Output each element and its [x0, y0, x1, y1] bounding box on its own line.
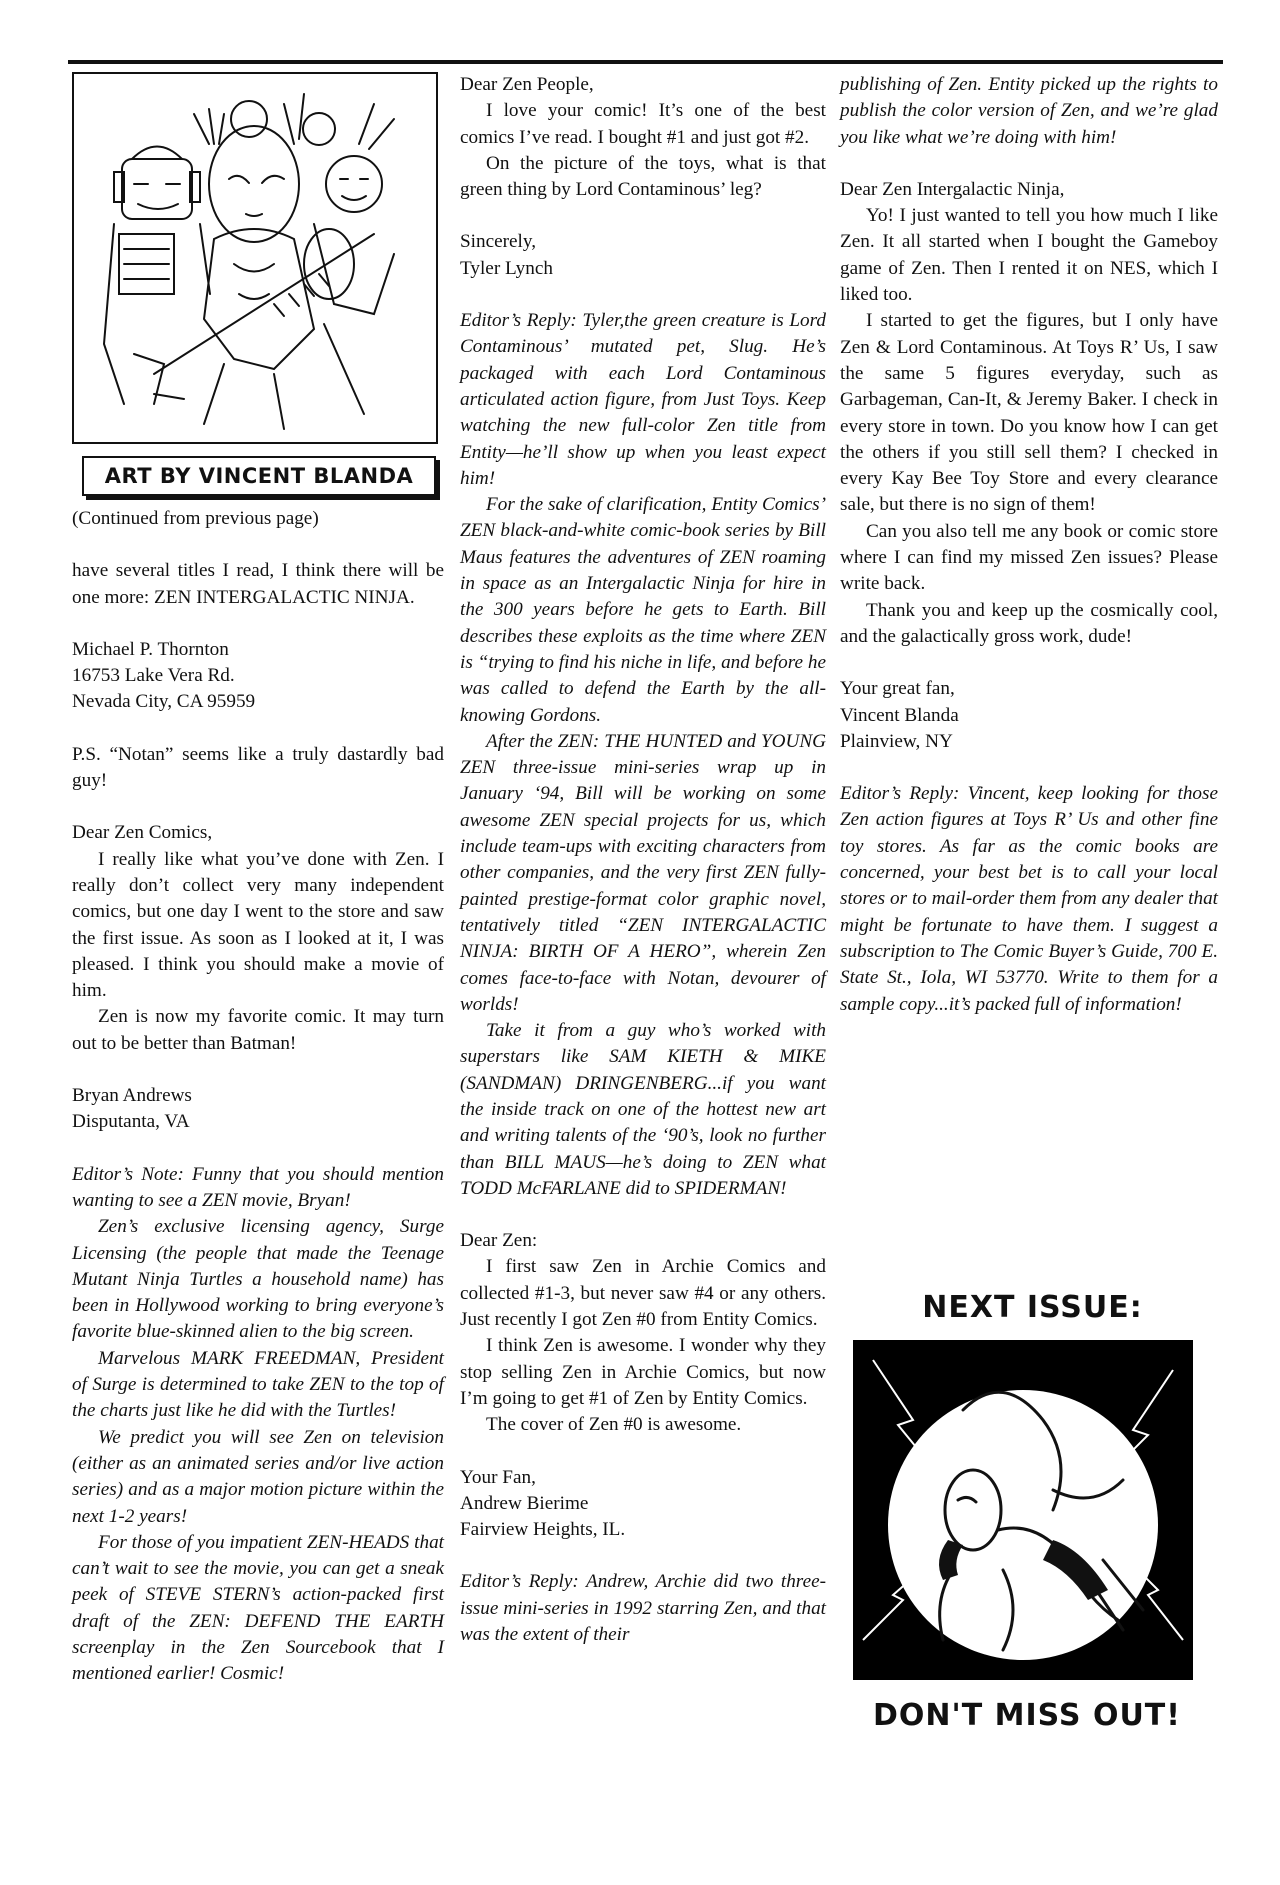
- letter1-body: have several titles I read, I think there will be one more: ZEN INTERGALACTIC NINJA.: [72, 560, 444, 608]
- letter1-city: Nevada City, CA 95959: [72, 691, 256, 713]
- letter2-paragraph: Zen is now my favorite comic. It may turn out to be better than Batman!: [72, 1006, 444, 1054]
- letter4-paragraph: I think Zen is awesome. I wonder why they stop selling Zen in Archie Comics, but now I’m going to get #1 of Zen by Entity Comics.: [460, 1335, 826, 1409]
- column-1: [72, 506, 444, 1688]
- editor-reply-paragraph: Editor’s Reply: Vincent, keep looking for those Zen action figures at Toys R’ Us and other fine toy stores. As far as the comic books are concerned, your best bet is to call your local stores or to mail-order them from any dealer that might be fortunate to have them. I suggest a subscription to The Comic Buyer’s Guide, 700 E. State St., Iola, WI 53770. Write to them for a sample copy...it’s packed full of information!: [840, 783, 1218, 1015]
- letter4-name: Andrew Bierime: [460, 1492, 589, 1514]
- letter5-city: Plainview, NY: [840, 730, 953, 752]
- top-rule: [68, 60, 1223, 64]
- editor-reply-paragraph: After the ZEN: THE HUNTED and YOUNG ZEN three-issue mini-series wrap up in January ‘94, Bill will be working on some awesome ZEN special projects for us, which include team-ups with exciting characters from other companies, and the very first ZEN fully-painted prestige-format color graphic novel, tentatively titled “ZEN INTERGALACTIC NINJA: BIRTH OF A HERO”, wherein Zen comes face-to-face with Notan, devourer of worlds!: [460, 730, 826, 1015]
- next-issue-title: NEXT ISSUE:: [922, 1290, 1143, 1325]
- editor-reply-paragraph: For the sake of clarification, Entity Comics’ ZEN black-and-white comic-book series by Bill Maus features the adventures of ZEN roaming in space as an Intergalactic Ninja for hire in the 300 years before he gets to Earth. Bill describes these exploits as the time where ZEN is “trying to find his niche in life, and before he was called to defend the Earth by the all-knowing Gordons.: [460, 494, 826, 726]
- fan-art-drawing: [74, 74, 436, 442]
- letter3-name: Tyler Lynch: [460, 257, 553, 279]
- letter5-paragraph: Can you also tell me any book or comic store where I can find my missed Zen issues? Please write back.: [840, 520, 1218, 595]
- letter5-paragraph: Yo! I just wanted to tell you how much I like Zen. It all started when I bought the Gameboy game of Zen. Then I rented it on NES, which I liked too.: [840, 205, 1218, 306]
- letter3-paragraph: I love your comic! It’s one of the best comics I’ve read. I bought #1 and just got #2.: [460, 100, 826, 148]
- editor-reply-paragraph: Editor’s Reply: Andrew, Archie did two three-issue mini-series in 1992 starring Zen, and that was the extent of their: [460, 1571, 826, 1646]
- letter4-closing: Your Fan,: [460, 1466, 536, 1488]
- editor-reply-paragraph: Editor’s Reply: Tyler,the green creature is Lord Contaminous’ mutated pet, Slug. He’s packaged with each Lord Contaminous articulated action figure, from Just Toys. Keep watching the new full-color Zen title from Entity—he’ll show up when you least expect him!: [460, 310, 826, 489]
- letter4-paragraph: The cover of Zen #0 is awesome.: [486, 1414, 742, 1436]
- next-issue-drawing: [853, 1340, 1193, 1680]
- editor-note-paragraph: Marvelous MARK FREEDMAN, President of Surge is determined to take ZEN to the top of the charts just like he did with the Turtles!: [72, 1347, 444, 1422]
- column-3: [840, 72, 1218, 1018]
- letter4-city: Fairview Heights, IL.: [460, 1519, 626, 1541]
- editor-note-paragraph: For those of you impatient ZEN-HEADS that can’t wait to see the movie, you can get a sneak peek of STEVE STERN’s action-packed first draft of the ZEN: DEFEND THE EARTH screenplay in the Zen Sourcebook that I mentioned earlier! Cosmic!: [72, 1531, 444, 1685]
- editor-reply-continued: publishing of Zen. Entity picked up the rights to publish the color version of Zen, and we’re glad you like what we’re doing with him!: [840, 74, 1218, 148]
- letter5-paragraph: Thank you and keep up the cosmically cool, and the galactically gross work, dude!: [840, 599, 1218, 647]
- letter2-paragraph: I really like what you’ve done with Zen. I really don’t collect very many independent comics, but one day I went to the store and saw the first issue. As soon as I looked at it, I was pleased. I think you should make a movie of him.: [72, 848, 444, 1002]
- art-credit-label: ART BY VINCENT BLANDA: [82, 456, 436, 496]
- editor-note-paragraph: Editor’s Note: Funny that you should mention wanting to see a ZEN movie, Bryan!: [72, 1163, 444, 1211]
- letter3-paragraph: On the picture of the toys, what is that green thing by Lord Contaminous’ leg?: [460, 152, 826, 201]
- dont-miss-out-banner: DON'T MISS OUT!: [873, 1698, 1181, 1733]
- letter3-salutation: Dear Zen People,: [460, 74, 594, 95]
- letter1-ps: P.S. “Notan” seems like a truly dastardly bad guy!: [72, 743, 444, 792]
- letter1-name: Michael P. Thornton: [72, 638, 229, 660]
- continued-note: (Continued from previous page): [72, 508, 319, 529]
- letter5-salutation: Dear Zen Intergalactic Ninja,: [840, 178, 1065, 200]
- letter2-salutation: Dear Zen Comics,: [72, 822, 213, 844]
- letter2-city: Disputanta, VA: [72, 1111, 190, 1133]
- editor-note-paragraph: Zen’s exclusive licensing agency, Surge Licensing (the people that made the Teenage Mutant Ninja Turtles a household name) has been in Hollywood working to bring everyone’s favorite blue-skinned alien to the big screen.: [72, 1216, 444, 1343]
- letter2-name: Bryan Andrews: [72, 1085, 192, 1107]
- letter5-name: Vincent Blanda: [840, 704, 959, 726]
- letter5-closing: Your great fan,: [840, 678, 955, 700]
- editor-reply-paragraph: Take it from a guy who’s worked with superstars like SAM KIETH & MIKE (SANDMAN) DRINGENBERG...if you want the inside track on one of the hottest new art and writing talents of the ‘90’s, look no further than BILL MAUS—he’s doing to ZEN what TODD McFARLANE did to SPIDERMAN!: [460, 1020, 826, 1199]
- letter4-salutation: Dear Zen:: [460, 1230, 538, 1252]
- letter5-paragraph: I started to get the figures, but I only have Zen & Lord Contaminous. At Toys R’ Us, I saw the same 5 figures everyday, such as Garbageman, Can-It, & Jeremy Baker. I check in every store in town. Do you know how I can get the others if you still sell them? I checked in every Kay Bee Toy Store and every clearance sale, but there is no sign of them!: [840, 310, 1218, 516]
- fan-art-illustration: [72, 72, 438, 444]
- next-issue-image: [853, 1340, 1193, 1680]
- column-2: [460, 72, 826, 1648]
- editor-note-paragraph: We predict you will see Zen on television (either as an animated series and/or live action series) and as a major motion picture within the next 1-2 years!: [72, 1426, 444, 1527]
- letter1-street: 16753 Lake Vera Rd.: [72, 665, 235, 687]
- letter3-closing: Sincerely,: [460, 231, 537, 253]
- letter4-paragraph: I first saw Zen in Archie Comics and collected #1-3, but never saw #4 or any others. Just recently I got Zen #0 from Entity Comics.: [460, 1256, 826, 1331]
